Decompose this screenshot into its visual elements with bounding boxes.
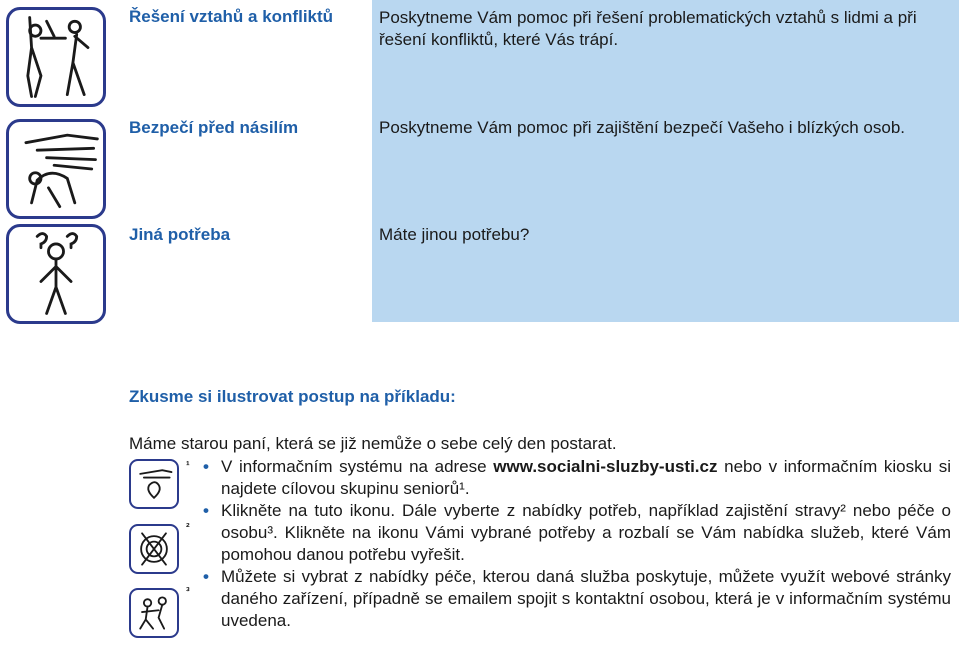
list-item: • Klikněte na tuto ikonu. Dále vyberte z nabídky potřeb, například zajistění stravy² nebo péče o osobu³. Klikněte na ikonu Vámi vybrané potřeby a rozbalí se Vám nabídka služeb, které Vám pomohou danou potřebu vyřešit. xyxy=(203,500,951,566)
senior-hand-heart-icon[interactable] xyxy=(129,459,179,509)
footnote-mark: ¹ xyxy=(186,460,190,472)
footnote-mark: ² xyxy=(186,522,190,534)
questioning-person-icon[interactable] xyxy=(6,224,106,324)
category-row xyxy=(0,110,959,217)
care-person-icon[interactable] xyxy=(129,588,179,638)
category-row xyxy=(0,217,959,322)
website-link[interactable]: www.socialni-sluzby-usti.cz xyxy=(493,457,718,476)
instruction-list xyxy=(203,456,951,632)
meal-plate-icon[interactable] xyxy=(129,524,179,574)
category-description: Máte jinou potřebu? xyxy=(372,217,959,322)
category-description: Poskytneme Vám pomoc při řešení problematických vztahů s lidmi a při řešení konfliktů, které Vás trápí. xyxy=(372,0,959,110)
protecting-hand-icon[interactable] xyxy=(6,119,106,219)
list-item: • Můžete si vybrat z nabídky péče, kterou daná služba poskytuje, můžete využít webové stránky daného zařízení, případně se emailem spojit s kontaktní osobou, která je v informačním systému uvedena. xyxy=(203,566,951,632)
footnote-mark: ³ xyxy=(186,586,190,598)
intro-text: Máme starou paní, která se již nemůže o sebe celý den postarat. xyxy=(129,434,617,453)
section-title: Zkusme si ilustrovat postup na příkladu: xyxy=(129,387,456,406)
conflict-figures-icon[interactable] xyxy=(6,7,106,107)
category-row xyxy=(0,0,959,110)
list-item: • V informačním systému na adrese www.socialni-sluzby-usti.cz nebo v informačním kiosku si najdete cílovou skupinu seniorů¹. xyxy=(203,456,951,500)
category-title[interactable]: Řešení vztahů a konfliktů xyxy=(129,7,334,26)
category-title[interactable]: Bezpečí před násilím xyxy=(129,118,299,137)
category-description: Poskytneme Vám pomoc při zajištění bezpečí Vašeho i blízkých osob. xyxy=(372,110,959,217)
category-title[interactable]: Jiná potřeba xyxy=(129,225,231,244)
